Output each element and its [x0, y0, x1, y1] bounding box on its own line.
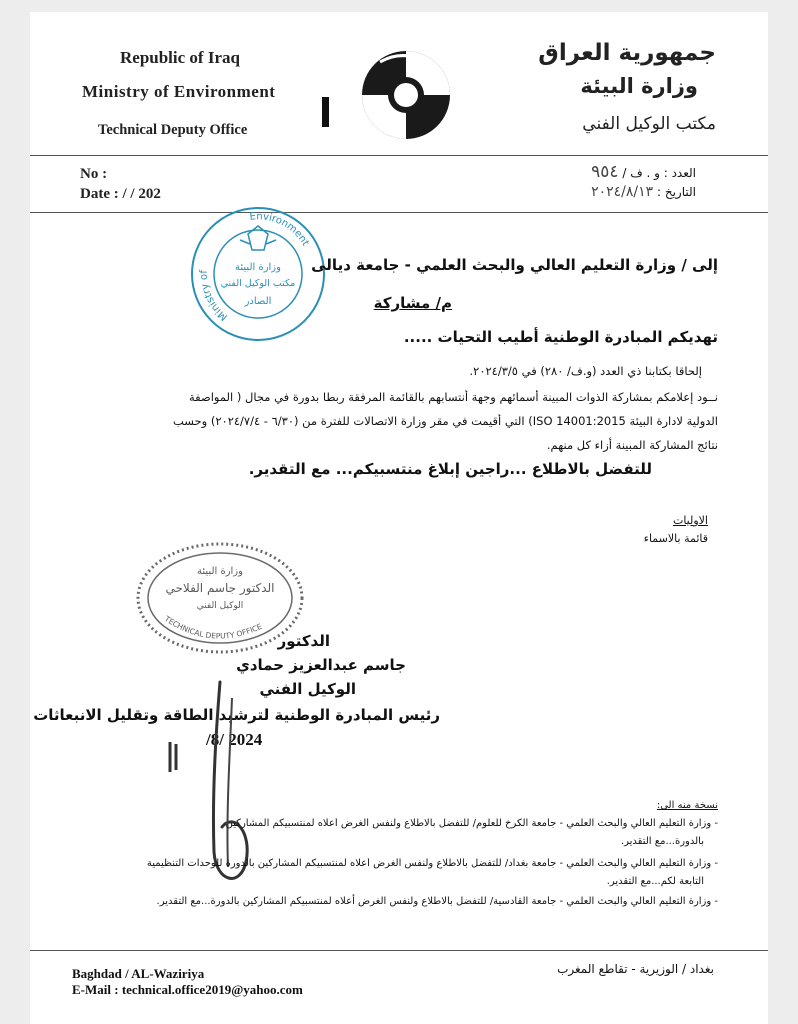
footer-divider	[30, 950, 768, 951]
signature-title: الدكتور	[277, 632, 330, 650]
signature-position: الوكيل الفني	[259, 680, 356, 698]
footer-address-ar: بغداد / الوزيرية - تقاطع المغرب	[557, 962, 714, 976]
oval-stamp-line3: الوكيل الفني	[196, 601, 244, 611]
ref-ar-number-value: ٩٥٤	[591, 162, 619, 182]
para1: إلحاقا بكتابنا ذي العدد (و.ف/ ٢٨٠) في ٢٠٢٤/٣/٥.	[469, 364, 702, 378]
recipient-line: إلى / وزارة التعليم العالي والبحث العلمي - جامعة ديالى	[311, 256, 718, 274]
header-en-ministry: Ministry of Environment	[82, 82, 276, 101]
oval-stamp-line1: وزارة البيئة	[197, 566, 243, 577]
signature-date: /8/ 2024	[206, 730, 263, 749]
oval-stamp-line2: الدكتور جاسم الفلاحي	[165, 581, 275, 595]
signature-role: رئيس المبادرة الوطنية لترشيد الطاقة وتقليل الانبعاثات	[33, 706, 440, 724]
para2-line1: نــود إعلامكم بمشاركة الذوات المبينة أسمائهم وجهة أنتسابهم بالقائمة المرفقة ربطا بدورة في مجال ( المواصفة	[188, 390, 718, 404]
closing-line: للتفضل بالاطلاع ...راجين إبلاغ منتسبيكم... مع التقدير.	[248, 460, 652, 478]
para2-line2: الدولية لادارة البيئة ISO 14001:2015) التي أقيمت في مقر وزارة الاتصالات للفترة من (٦/٣٠ - ٢٠٢٤/٧/٤) وحسب	[172, 414, 718, 428]
header-en-country: Republic of Iraq	[120, 48, 240, 67]
copies-item-3: - وزارة التعليم العالي والبحث العلمي - جامعة القادسية/ للتفضل بالاطلاع ولنفس الغرض أعلاه لمنتسبيكم المشاركين بالدورة...مع التقدير.	[156, 896, 718, 907]
copies-item-2: - وزارة التعليم العالي والبحث العلمي - جامعة بغداد/ للتفضل بالاطلاع ولنفس الغرض أعلاه لمنتسبيكم المشاركين بالدورة للوحدات التنظيمية	[146, 858, 718, 869]
ministry-logo	[320, 42, 460, 142]
header-divider	[30, 155, 768, 156]
ref-no-label: No :	[80, 166, 108, 182]
header-ar-ministry: وزارة البيئة	[580, 74, 698, 98]
copies-item-1: - وزارة التعليم العالي والبحث العلمي - جامعة الكرخ للعلوم/ للتفضل بالاطلاع ولنفس الغرض أعلاه لمنتسبيكم المشاركين	[225, 818, 718, 829]
attachments-title: الاوليات	[672, 514, 708, 527]
blue-stamp-ring-right: Environment	[249, 211, 311, 248]
svg-text:TECHNICAL DEPUTY OFFICE	[162, 614, 263, 641]
ref-ar-number	[591, 162, 696, 182]
ref-ar-date	[591, 184, 696, 200]
blue-stamp-line3: الصادر	[244, 296, 272, 307]
copies-item-1-cont: بالدورة...مع التقدير.	[620, 836, 704, 847]
ref-date-label: Date : / / 202	[80, 186, 161, 202]
ref-divider	[30, 212, 768, 213]
subject-line: م/ مشاركة	[373, 294, 452, 312]
blue-stamp-line1: وزارة البيئة	[235, 262, 281, 273]
signature-name: جاسم عبدالعزيز حمادي	[236, 656, 406, 674]
greeting-line: تهديكم المبادرة الوطنية أطيب التحيات .....	[403, 328, 718, 346]
header-ar-country: جمهورية العراق	[538, 40, 716, 66]
footer-address-en: Baghdad / AL-Waziriya	[72, 966, 205, 981]
para2-line3: نتائج المشاركة المبينة أزاء كل منهم.	[546, 438, 718, 452]
copies-title: نسخة منه الى:	[656, 800, 718, 811]
letter-page	[30, 12, 768, 1024]
copies-item-2-cont: التابعة لكم...مع التقدير.	[606, 876, 704, 887]
ref-ar-date-value: ٢٠٢٤/٨/١٣	[591, 184, 654, 200]
header-ar-office: مكتب الوكيل الفني	[582, 114, 716, 134]
ref-ar-number-label: العدد : و . ف /	[622, 166, 696, 180]
blue-stamp-ring-left: Ministry of	[198, 269, 230, 323]
blue-stamp-line2: مكتب الوكيل الفني	[220, 278, 296, 289]
ref-ar-date-label: التاريخ :	[656, 185, 696, 199]
oval-stamp-ring: TECHNICAL DEPUTY OFFICE	[162, 614, 264, 641]
footer-email: E-Mail : technical.office2019@yahoo.com	[72, 982, 303, 997]
header-en-office: Technical Deputy Office	[98, 122, 248, 138]
attachments-item: قائمة بالاسماء	[643, 532, 708, 545]
blue-round-stamp	[188, 204, 328, 344]
